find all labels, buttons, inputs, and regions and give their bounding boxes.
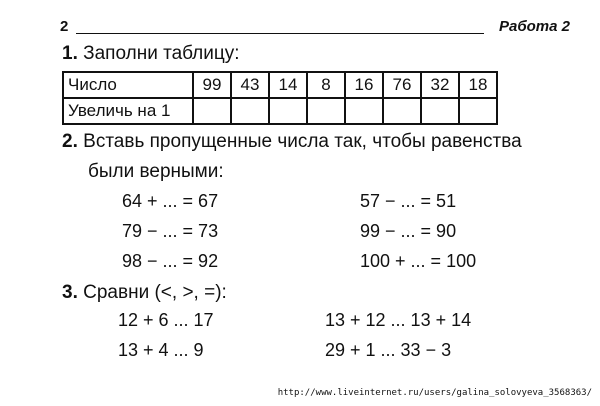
comparison: 13 + 12 ... 13 + 14 [325, 310, 472, 330]
table-cell: 43 [231, 72, 269, 98]
row-label-number: Число [63, 72, 193, 98]
equation: 99 − ... = 90 [360, 221, 457, 241]
equation: 79 − ... = 73 [122, 221, 219, 241]
task1-heading [62, 43, 240, 65]
equation: 64 + ... = 67 [122, 191, 219, 211]
task1-text: Заполни таблицу: [83, 43, 240, 64]
task3-heading [62, 282, 227, 304]
task2-text-line1: Вставь пропущенные числа так, чтобы равенства [83, 131, 522, 152]
table-cell: 76 [383, 72, 421, 98]
comparison: 12 + 6 ... 17 [118, 310, 214, 330]
page-header [60, 18, 570, 40]
comparison: 13 + 4 ... 9 [118, 340, 204, 360]
work-title: Работа 2 [499, 18, 570, 35]
task3-text: Сравни (<, >, =): [83, 282, 227, 303]
table-cell: 99 [193, 72, 231, 98]
page-number: 2 [60, 18, 69, 35]
number-table [62, 71, 498, 125]
comparison: 29 + 1 ... 33 − 3 [325, 340, 452, 360]
source-url: http://www.liveinternet.ru/users/galina_solovyeva_3568363/ [277, 388, 592, 398]
answer-cell[interactable] [345, 98, 383, 124]
task1-number: 1. [62, 43, 78, 64]
table-cell: 14 [269, 72, 307, 98]
task2-heading [62, 131, 522, 153]
task3-number: 3. [62, 282, 78, 303]
answer-cell[interactable] [269, 98, 307, 124]
equation: 98 − ... = 92 [122, 251, 219, 271]
table-cell: 32 [421, 72, 459, 98]
equation: 57 − ... = 51 [360, 191, 457, 211]
answer-cell[interactable] [383, 98, 421, 124]
table-cell: 8 [307, 72, 345, 98]
task2-text-line2: были верными: [88, 161, 224, 182]
row-label-increase: Увеличь на 1 [63, 98, 193, 124]
answer-cell[interactable] [307, 98, 345, 124]
table-cell: 16 [345, 72, 383, 98]
answer-cell[interactable] [421, 98, 459, 124]
answer-cell[interactable] [193, 98, 231, 124]
table-cell: 18 [459, 72, 497, 98]
answer-cell[interactable] [231, 98, 269, 124]
answer-cell[interactable] [459, 98, 497, 124]
table-row-answers [63, 98, 497, 124]
task2-number: 2. [62, 131, 78, 152]
table-row-numbers [63, 72, 497, 98]
header-rule [76, 33, 484, 34]
equation: 100 + ... = 100 [360, 251, 477, 271]
